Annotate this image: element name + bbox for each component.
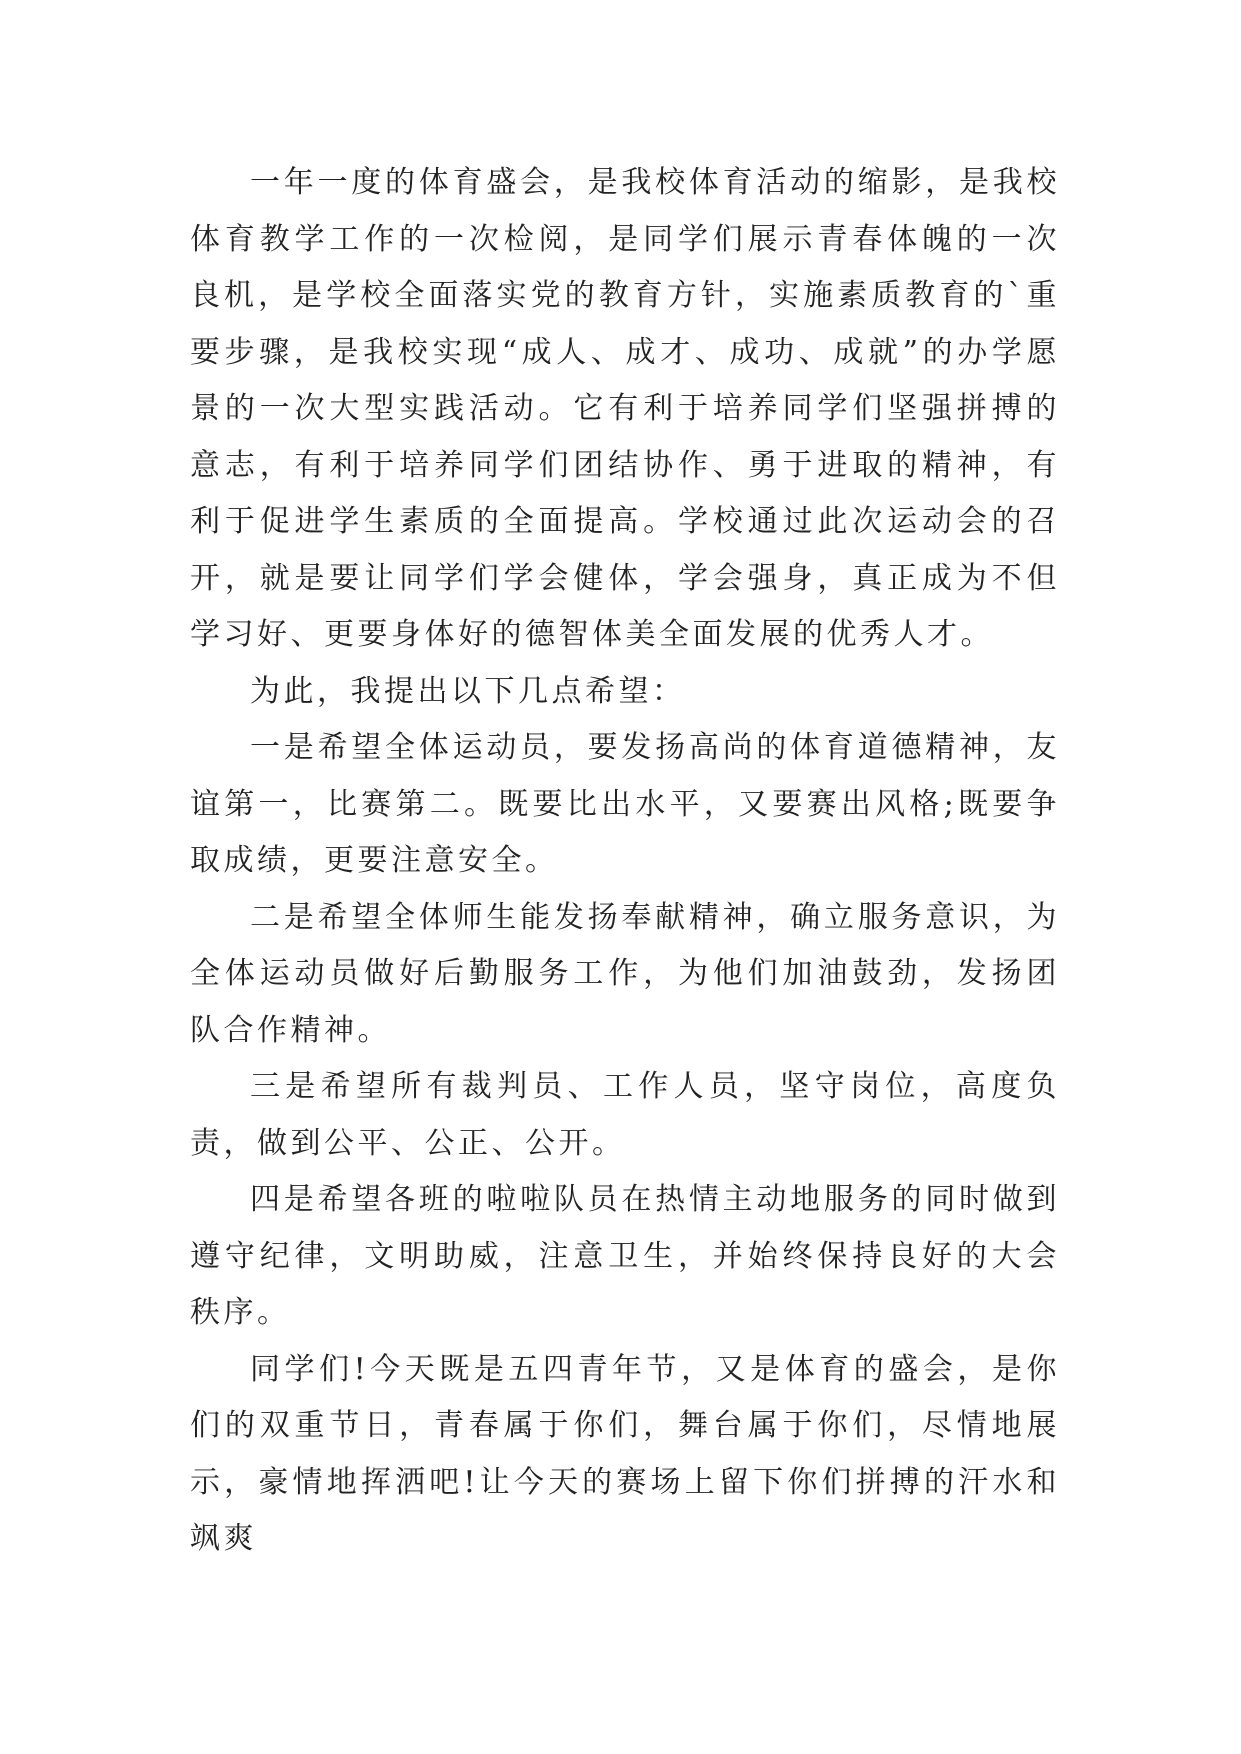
paragraph-intro: 一年一度的体育盛会，是我校体育活动的缩影，是我校体育教学工作的一次检阅，是同学们展示青春体魄的一次良机，是学校全面落实党的教育方针，实施素质教育的`重要步骤，是我校实现“成人、成才、成功、成就”的办学愿景的一次大型实践活动。它有利于培养同学们坚强拼搏的意志，有利于培养同学们团结协作、勇于进取的精神，有利于促进学生素质的全面提高。学校通过此次运动会的召开，就是要让同学们学会健体，学会强身，真正成为不但学习好、更要身体好的德智体美全面发展的优秀人才。 <box>190 165 1060 652</box>
paragraph-hope-three: 三是希望所有裁判员、工作人员，坚守岗位，高度负责，做到公平、公正、公开。 <box>190 1069 1060 1161</box>
paragraph-hope-two: 二是希望全体师生能发扬奉献精神，确立服务意识，为全体运动员做好后勤服务工作，为他们加油鼓劲，发扬团队合作精神。 <box>190 899 1060 1048</box>
paragraph-hopes-lead: 为此，我提出以下几点希望： <box>250 673 686 709</box>
document-body <box>190 155 1060 1568</box>
paragraph-closing: 同学们!今天既是五四青年节，又是体育的盛会，是你们的双重节日，青春属于你们，舞台属于你们，尽情地展示，豪情地挥洒吧!让今天的赛场上留下你们拼搏的汗水和飒爽 <box>190 1351 1060 1556</box>
paragraph-hope-one: 一是希望全体运动员，要发扬高尚的体育道德精神，友谊第一，比赛第二。既要比出水平，又要赛出风格;既要争取成绩，更要注意安全。 <box>190 730 1060 878</box>
paragraph-hope-four: 四是希望各班的啦啦队员在热情主动地服务的同时做到遵守纪律，文明助威，注意卫生，并始终保持良好的大会秩序。 <box>190 1182 1060 1330</box>
